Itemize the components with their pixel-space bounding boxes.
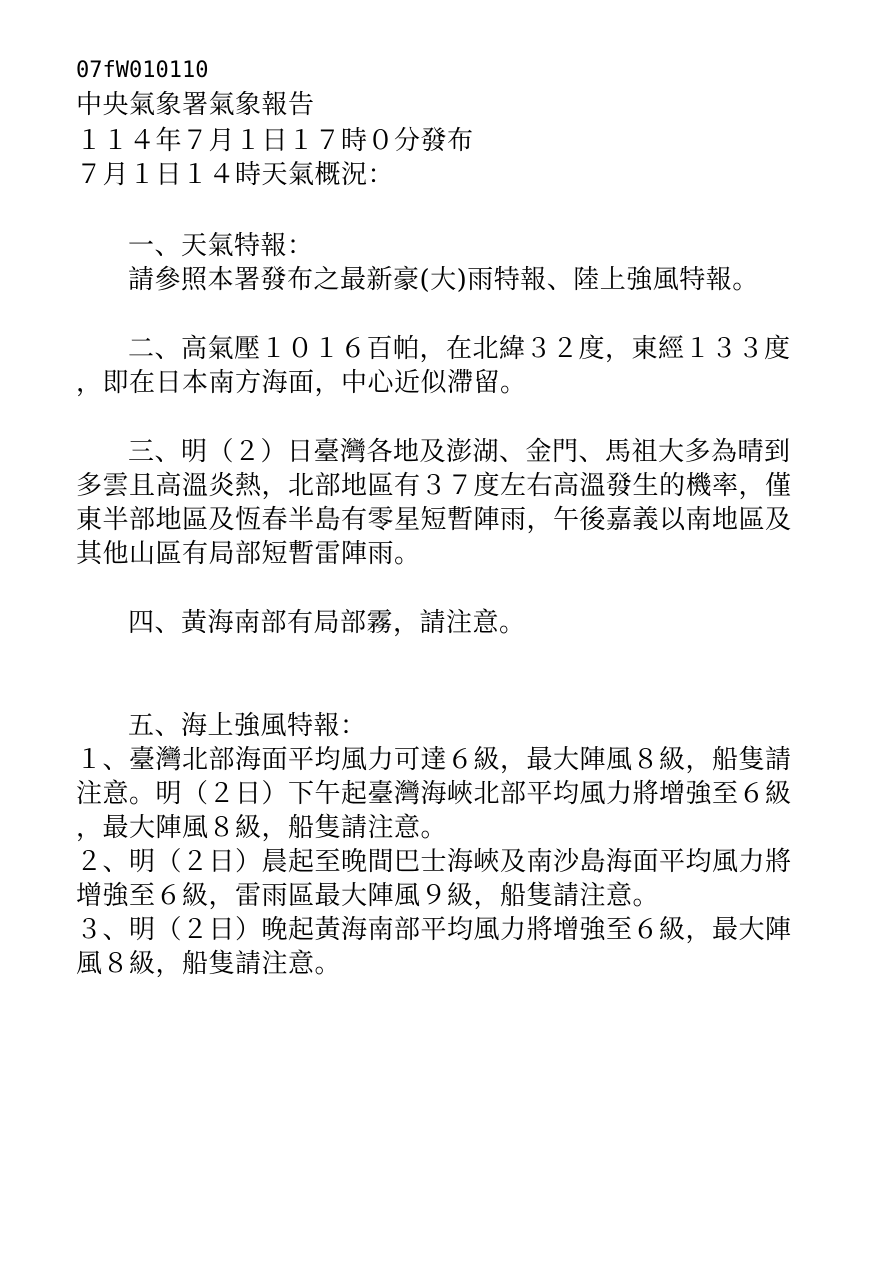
report-code: 07fW010110 bbox=[76, 58, 209, 83]
section-5-item-1-line-3: ，最大陣風８級，船隻請注意。 bbox=[76, 813, 448, 843]
section-1-title: 一、天氣特報： bbox=[128, 231, 314, 261]
section-1-body: 請參照本署發布之最新豪(大)雨特報、陸上強風特報。 bbox=[128, 265, 759, 295]
overview-title: ７月１日１４時天氣概況： bbox=[76, 160, 395, 190]
section-5-item-2-line-1: ２、明（２日）晨起至晚間巴士海峽及南沙島海面平均風力將 bbox=[76, 847, 792, 877]
section-3-line-3: 東半部地區及恆春半島有零星短暫陣雨，午後嘉義以南地區及 bbox=[76, 505, 792, 535]
issued-time: １１４年７月１日１７時０分發布 bbox=[76, 126, 474, 156]
section-5-item-3-line-1: ３、明（２日）晚起黃海南部平均風力將增強至６級，最大陣 bbox=[76, 915, 792, 945]
section-5-title: 五、海上強風特報： bbox=[128, 711, 367, 741]
section-3-line-4: 其他山區有局部短暫雷陣雨。 bbox=[76, 539, 421, 569]
section-5-item-1-line-1: １、臺灣北部海面平均風力可達６級，最大陣風８級，船隻請 bbox=[76, 745, 792, 775]
agency-title: 中央氣象署氣象報告 bbox=[76, 90, 315, 120]
section-5-item-1-line-2: 注意。明（２日）下午起臺灣海峽北部平均風力將增強至６級 bbox=[76, 779, 792, 809]
section-3-line-2: 多雲且高溫炎熱，北部地區有３７度左右高溫發生的機率，僅 bbox=[76, 471, 792, 501]
section-5-item-2-line-2: 增強至６級，雷雨區最大陣風９級，船隻請注意。 bbox=[76, 881, 660, 911]
section-5-item-3-line-2: 風８級，船隻請注意。 bbox=[76, 949, 342, 979]
section-2-line-1: 二、高氣壓１０１６百帕，在北緯３２度，東經１３３度 bbox=[128, 334, 791, 364]
section-2-line-2: ，即在日本南方海面，中心近似滯留。 bbox=[76, 368, 527, 398]
section-3-line-1: 三、明（２）日臺灣各地及澎湖、金門、馬祖大多為晴到 bbox=[128, 437, 791, 467]
section-4-line-1: 四、黃海南部有局部霧，請注意。 bbox=[128, 608, 526, 638]
